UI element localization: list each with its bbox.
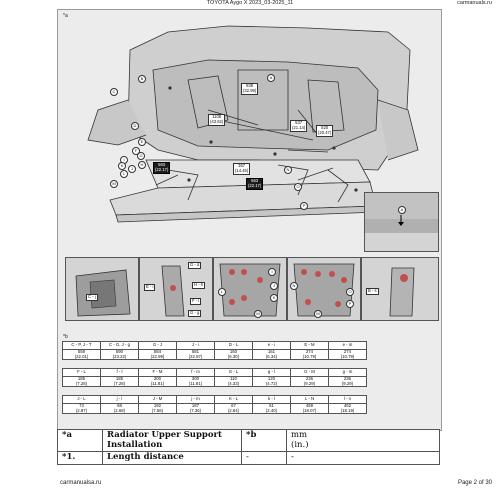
point-h: H — [138, 161, 146, 169]
detail-panel-5 — [361, 257, 439, 321]
dim-value: 61 (2.40) — [253, 404, 291, 414]
dim-label: e - i — [253, 342, 291, 350]
dim-value: 73 (2.87) — [63, 404, 101, 414]
callout-838: 838 (32.99) — [243, 83, 257, 93]
dimension-table-row-1 — [62, 341, 367, 360]
point-p: P — [300, 202, 308, 210]
detail-5-label: B - s — [368, 288, 377, 293]
figure-mark-b: *b — [63, 334, 68, 340]
dim-label: E - M — [291, 342, 329, 350]
dim-value: 120 (4.72) — [253, 377, 291, 387]
dim-value: 300 (11.81) — [177, 377, 215, 387]
detail-4-point-o: O — [346, 288, 354, 296]
dim-label: L - N — [291, 396, 329, 404]
dim-value: 236 (9.29) — [291, 377, 329, 387]
dim-value: 236 (9.29) — [329, 377, 367, 387]
callout-1108: 1108 (43.62) — [210, 114, 224, 124]
dim-value: 584 (22.99) — [139, 350, 177, 360]
dim-value: 274 (10.79) — [291, 350, 329, 360]
legend-unit: - — [287, 452, 440, 465]
page-footer-left: carmanualsa.ru — [60, 480, 102, 486]
dim-label: J - M — [139, 396, 177, 404]
dim-label: g - m — [329, 369, 367, 377]
dim-value: 110 (4.33) — [215, 377, 253, 387]
inset-top-right — [364, 192, 439, 252]
dim-label: G - L — [215, 369, 253, 377]
point-j: J — [128, 165, 136, 173]
detail-2-label-ei: E - i — [146, 284, 154, 289]
legend-key: *b — [242, 430, 287, 452]
detail-2-label-hh: H - h — [194, 282, 204, 287]
dim-label: D - L — [215, 342, 253, 350]
dim-label: F - M — [139, 369, 177, 377]
dimension-table-row-3 — [62, 395, 367, 414]
dim-label: e - m — [329, 342, 367, 350]
point-c: C — [110, 88, 118, 96]
legend-text: Radiator Upper Support Installation — [103, 430, 242, 452]
legend-key: *a — [58, 430, 103, 452]
point-m: M — [110, 180, 118, 188]
legend-text: Length distance — [103, 452, 242, 465]
detail-panel-2 — [139, 257, 213, 321]
detail-2-label-gd: G - d — [190, 262, 200, 267]
dim-label: l - n — [329, 396, 367, 404]
detail-panel-4 — [287, 257, 361, 321]
dim-label: k - l — [253, 396, 291, 404]
dim-value: 192 (7.56) — [139, 404, 177, 414]
point-g: G — [137, 152, 145, 160]
dim-label: C - G, J - g — [101, 342, 139, 350]
callout-563-left: 563 (22.17) — [155, 162, 169, 172]
inset-point-a: A — [398, 206, 406, 214]
dim-label: C - P, J - T — [63, 342, 101, 350]
detail-3-point-j: J — [270, 282, 278, 290]
figure-mark: *a — [63, 13, 68, 19]
page-header-site: carmanuals.ru — [457, 0, 492, 6]
dimension-table-row-2 — [62, 368, 367, 387]
dim-label: G - M — [291, 369, 329, 377]
dim-value: 274 (10.79) — [329, 350, 367, 360]
callout-537: 537 (21.14) — [292, 120, 306, 130]
dim-value: 67 (2.64) — [215, 404, 253, 414]
callout-367: 367 (14.45) — [235, 163, 249, 173]
detail-panel-1-drawing — [66, 258, 138, 320]
dim-value: 68 (2.68) — [101, 404, 139, 414]
detail-2-label-fl: F - l — [192, 298, 200, 303]
point-o: O — [294, 183, 302, 191]
point-b: B — [138, 75, 146, 83]
dim-value: 185 (7.28) — [63, 377, 101, 387]
legend-table — [57, 429, 440, 465]
dim-value: 160 (6.30) — [215, 350, 253, 360]
detail-panel-1 — [65, 257, 139, 321]
detail-panel-3 — [213, 257, 287, 321]
dim-value: 559 (22.01) — [63, 350, 101, 360]
point-i: I — [120, 156, 128, 164]
dim-value: 590 (23.22) — [101, 350, 139, 360]
dim-label: g - l — [253, 369, 291, 377]
dim-label: J - L — [63, 396, 101, 404]
detail-2-label-gg: G - g — [190, 310, 200, 315]
point-d: D — [131, 122, 139, 130]
dim-value: 581 (22.87) — [177, 350, 215, 360]
inset-top-right-drawing — [365, 193, 438, 251]
detail-4-point-m: M — [314, 310, 322, 318]
page-header-title: TOYOTA Aygo X 2023_03-2025_11 — [206, 0, 294, 6]
dim-label: j - l — [101, 396, 139, 404]
point-f: F — [132, 147, 140, 155]
dim-value: 187 (7.36) — [177, 404, 215, 414]
detail-4-point-p: P — [346, 300, 354, 308]
dim-label: G - J — [139, 342, 177, 350]
detail-1-label: C - j — [88, 294, 96, 299]
legend-key: *1. — [58, 452, 103, 465]
dim-label: F - L — [63, 369, 101, 377]
point-l: L — [120, 170, 128, 178]
dim-value: 185 (7.28) — [101, 377, 139, 387]
point-k: K — [118, 162, 126, 170]
point-a: A — [267, 74, 275, 82]
detail-3-point-m: M — [254, 310, 262, 318]
dim-value: 161 (6.34) — [253, 350, 291, 360]
dim-value: 300 (11.81) — [139, 377, 177, 387]
dim-label: J - i — [177, 342, 215, 350]
point-e: E — [138, 138, 146, 146]
page-footer-right: Page 2 of 30 — [457, 480, 492, 486]
dim-value: 462 (18.19) — [329, 404, 367, 414]
callout-520: 520 (20.47) — [318, 125, 332, 135]
callout-563-right: 563 (22.17) — [248, 178, 262, 188]
detail-4-point-n: N — [290, 282, 298, 290]
detail-3-point-k: K — [270, 294, 278, 302]
dim-label: j - m — [177, 396, 215, 404]
legend-unit: mm (in.) — [287, 430, 440, 452]
dim-label: K - L — [215, 396, 253, 404]
dim-value: 459 (18.07) — [291, 404, 329, 414]
detail-3-point-l: L — [218, 288, 226, 296]
point-n: N — [284, 166, 292, 174]
legend-key: - — [242, 452, 287, 465]
detail-3-point-i: I — [268, 268, 276, 276]
dim-label: f - m — [177, 369, 215, 377]
dim-label: f - l — [101, 369, 139, 377]
